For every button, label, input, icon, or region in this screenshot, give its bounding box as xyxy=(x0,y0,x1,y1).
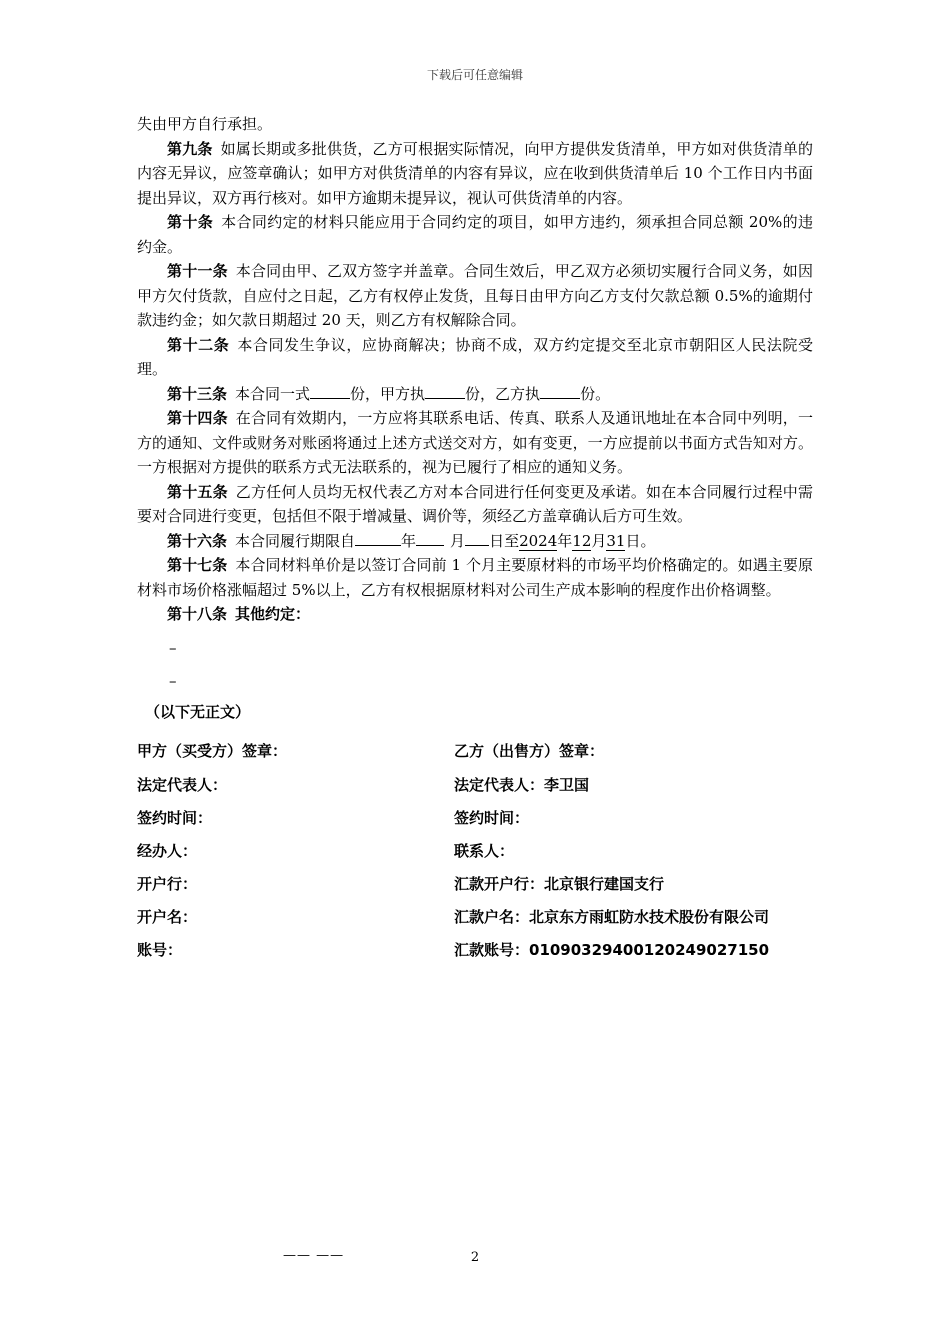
article-text: 本合同发生争议，应协商解决；协商不成，双方约定提交至北京市朝阳区人民法院受理。 xyxy=(137,335,813,378)
copies-party-b-blank xyxy=(540,398,580,399)
article-14 xyxy=(137,406,813,480)
start-month-blank xyxy=(416,545,444,546)
signature-row xyxy=(137,735,813,768)
party-b-account-number: 汇款账号：01090329400120249027150 xyxy=(454,941,770,960)
article-label: 第十五条 xyxy=(167,482,228,501)
article-text: 日。 xyxy=(625,531,656,550)
signature-row xyxy=(137,768,813,801)
signature-row xyxy=(137,835,813,868)
article-label: 第十三条 xyxy=(167,384,228,403)
article-label: 第十一条 xyxy=(167,262,228,280)
signature-block xyxy=(137,735,813,967)
article-label: 第十四条 xyxy=(167,409,228,427)
article-15 xyxy=(137,480,813,529)
article-text: 本合同履行期限自 xyxy=(235,531,356,550)
article-16 xyxy=(137,529,813,554)
party-b-account-name: 汇款户名：北京东方雨虹防水技术股份有限公司 xyxy=(454,908,770,927)
article-text: 如属长期或多批供货，乙方可根据实际情况，向甲方提供发货清单，甲方如对供货清单的内容无异议，应签章确认；如甲方对供货清单的内容有异议，应在收到供货清单后 10 个工作日内书面提出异议，双方再行核对。如甲方逾期未提异议，视认可供货清单的内容。 xyxy=(137,139,813,207)
article-text: 日至 xyxy=(489,531,520,550)
party-b-seal-label: 乙方（出售方）签章： xyxy=(454,742,605,761)
end-year: 2024 xyxy=(519,531,558,550)
other-terms-line-1: – xyxy=(169,638,177,657)
start-year-blank xyxy=(355,545,401,546)
article-label: 第十条 xyxy=(167,213,214,231)
footer-dashes: —— —— xyxy=(283,1248,345,1263)
page-header: 下载后可任意编辑 xyxy=(426,68,523,82)
article-text: 份，甲方执 xyxy=(350,384,426,403)
no-more-text-note: （以下无正文） xyxy=(145,702,251,721)
other-terms-line-2: – xyxy=(169,672,177,690)
start-day-blank xyxy=(465,545,489,546)
party-b-sign-date: 签约时间： xyxy=(454,808,530,827)
signature-row xyxy=(137,901,813,934)
article-label: 第十六条 xyxy=(167,531,228,550)
party-a-seal-label: 甲方（买受方）签章： xyxy=(137,742,288,761)
copies-party-a-blank xyxy=(425,398,465,399)
party-a-handler: 经办人： xyxy=(137,841,198,860)
party-b-bank: 汇款开户行：北京银行建国支行 xyxy=(454,875,665,894)
article-12 xyxy=(137,333,813,382)
party-b-contact: 联系人： xyxy=(454,841,515,860)
party-a-account-number: 账号： xyxy=(137,941,183,960)
article-label: 第十七条 xyxy=(167,556,228,574)
article-text: 月 xyxy=(450,531,466,550)
signature-row xyxy=(137,868,813,901)
page-number: 2 xyxy=(470,1250,480,1265)
article-text: 本合同一式 xyxy=(235,384,311,403)
paragraph-continuation: 失由甲方自行承担。 xyxy=(137,115,273,133)
article-label: 第九条 xyxy=(167,139,213,158)
party-a-sign-date: 签约时间： xyxy=(137,808,213,827)
article-text: 在合同有效期内，一方应将其联系电话、传真、联系人及通讯地址在本合同中列明，一方的通知、文件或财务对账函将通过上述方式送交对方，如有变更，一方应提前以书面方式告知对方。一方根据对方提供的联系方式无法联系的，视为已履行了相应的通知义务。 xyxy=(137,409,813,476)
end-day: 31 xyxy=(606,531,626,550)
end-month: 12 xyxy=(572,531,592,550)
article-text: 本合同由甲、乙双方签字并盖章。合同生效后，甲乙双方必须切实履行合同义务，如因甲方欠付货款，自应付之日起，乙方有权停止发货，且每日由甲方向乙方支付欠款总额 0.5%的逾期付款违约金；如欠款日期超过 20 天，则乙方有权解除合同。 xyxy=(137,262,813,329)
article-text: 本合同约定的材料只能应用于合同约定的项目，如甲方违约，须承担合同总额 20%的违约金。 xyxy=(137,213,813,256)
article-9 xyxy=(137,137,813,211)
article-18 xyxy=(137,602,813,627)
article-text: 份。 xyxy=(580,384,611,403)
copies-total-blank xyxy=(310,398,350,399)
signature-row xyxy=(137,801,813,834)
party-b-legal-rep: 法定代表人：李卫国 xyxy=(454,775,590,794)
article-text: 乙方任何人员均无权代表乙方对本合同进行任何变更及承诺。如在本合同履行过程中需要对合同进行变更，包括但不限于增减量、调价等，须经乙方盖章确认后方可生效。 xyxy=(137,482,813,525)
party-a-account-name: 开户名： xyxy=(137,908,198,927)
article-text: 年 xyxy=(401,531,417,550)
article-text: 月 xyxy=(591,531,607,550)
article-text: 份，乙方执 xyxy=(465,384,541,403)
article-label: 第十八条 xyxy=(167,605,228,623)
article-11 xyxy=(137,259,813,333)
article-text: 年 xyxy=(557,531,573,550)
article-title: 其他约定： xyxy=(235,605,311,623)
article-10 xyxy=(137,210,813,259)
article-text: 本合同材料单价是以签订合同前 1 个月主要原材料的市场平均价格确定的。如遇主要原材料市场价格涨幅超过 5%以上，乙方有权根据原材料对公司生产成本影响的程度作出价格调整。 xyxy=(137,556,813,599)
article-label: 第十二条 xyxy=(167,335,230,354)
party-a-bank: 开户行： xyxy=(137,875,198,894)
party-a-legal-rep: 法定代表人： xyxy=(137,775,228,794)
contract-body xyxy=(137,112,813,967)
signature-row xyxy=(137,934,813,967)
article-17 xyxy=(137,553,813,602)
article-13 xyxy=(137,382,813,407)
